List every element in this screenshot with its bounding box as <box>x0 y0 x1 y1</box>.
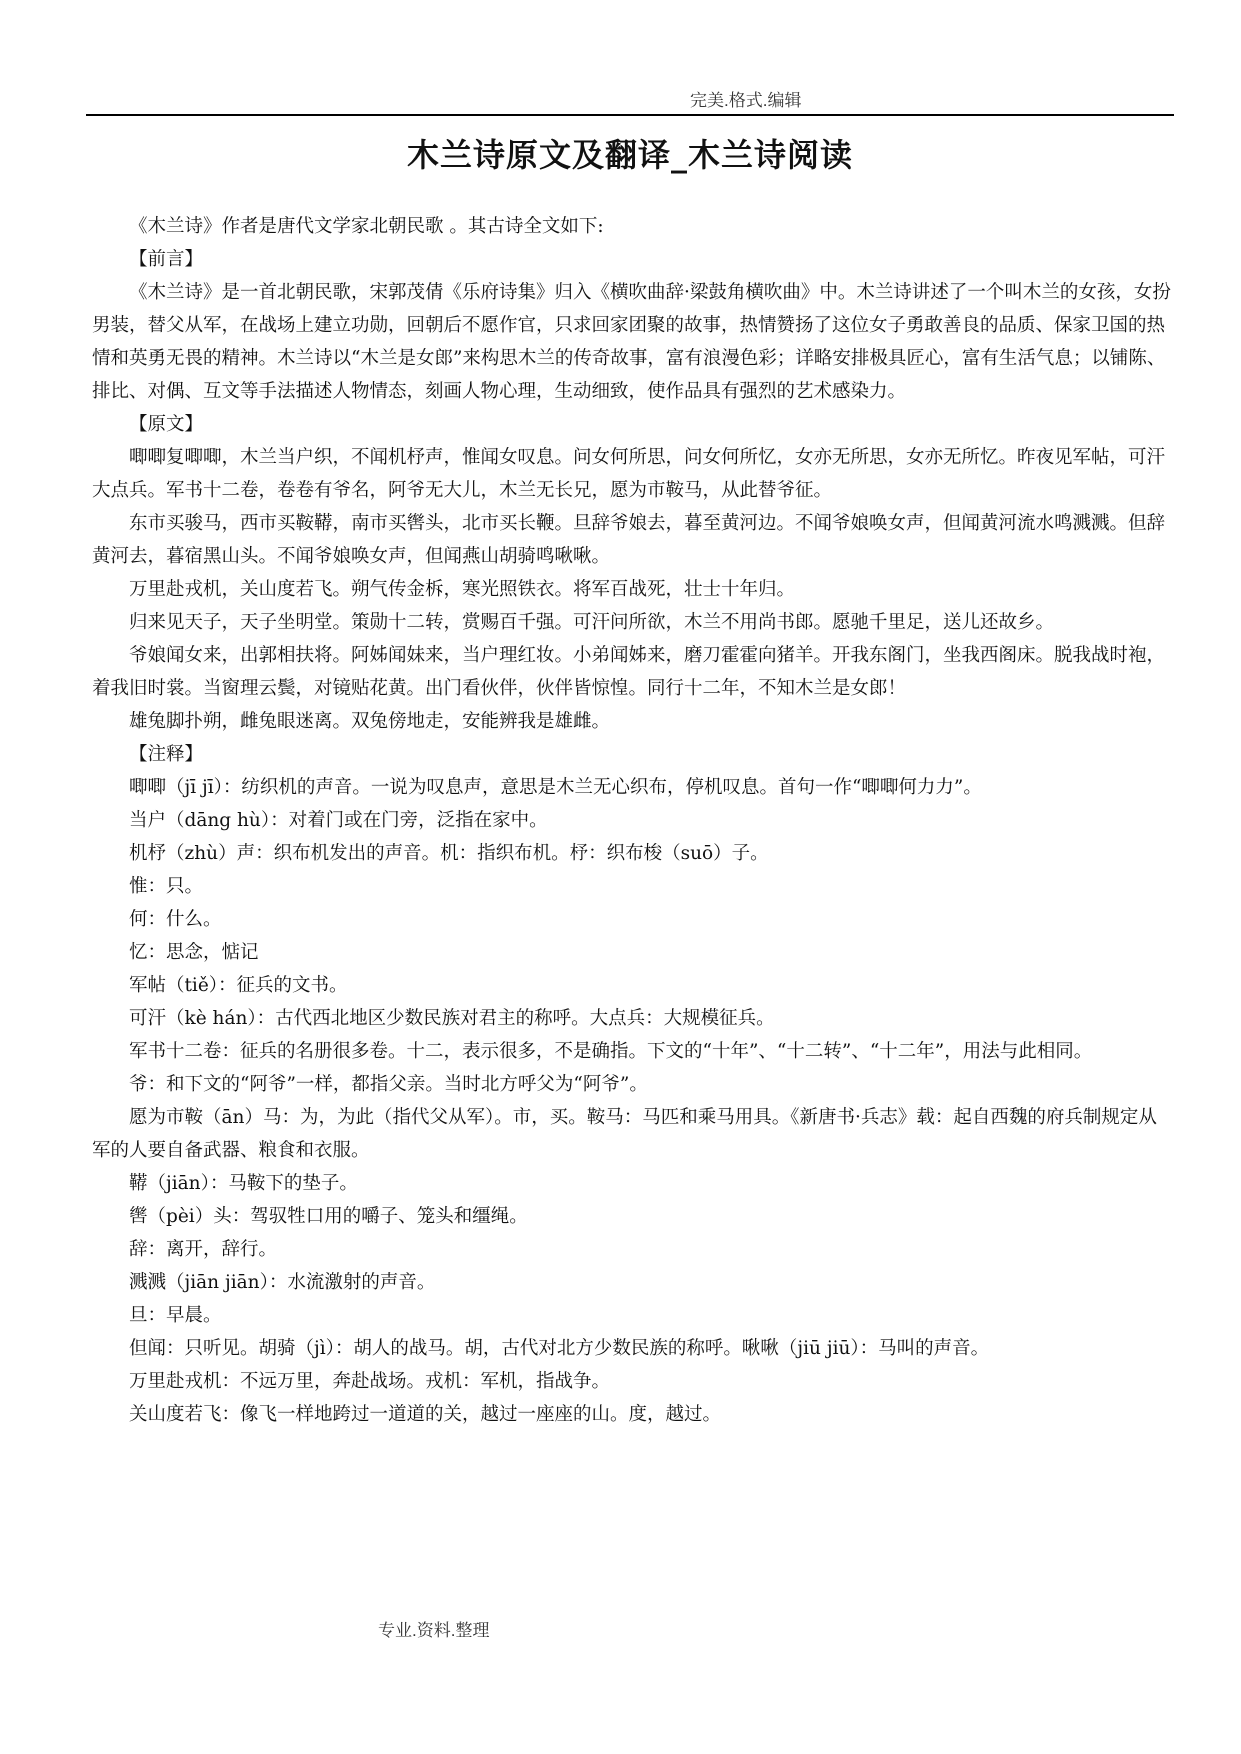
note-item: 何：什么。 <box>129 909 222 930</box>
note-item: 唧唧（jī jī）：纺织机的声音。一说为叹息声，意思是木兰无心织布，停机叹息。首句一作“唧唧何力力”。 <box>129 777 982 798</box>
note-item: 忆：思念，惦记 <box>129 942 259 963</box>
note-item: 军书十二卷：征兵的名册很多卷。十二，表示很多，不是确指。下文的“十年”、“十二转”、“十二年”，用法与此相同。 <box>129 1041 1093 1062</box>
original-paragraph: 万里赴戎机，关山度若飞。朔气传金柝，寒光照铁衣。将军百战死，壮士十年归。 <box>129 579 796 600</box>
note-item: 军帖（tiě）：征兵的文书。 <box>129 975 348 996</box>
preface-paragraph: 《木兰诗》是一首北朝民歌，宋郭茂倩《乐府诗集》归入《横吹曲辞·梁鼓角横吹曲》中。木兰诗讲述了一个叫木兰的女孩，女扮男装，替父从军，在战场上建立功勋，回朝后不愿作官，只求回家团聚的故事，热情赞扬了这位女子勇敢善良的品质、保家卫国的热情和英勇无畏的精神。木兰诗以“木兰是女郎”来构思木兰的传奇故事，富有浪漫色彩；详略安排极具匠心，富有生活气息；以铺陈、排比、对偶、互文等手法描述人物情态，刻画人物心理，生动细致，使作品具有强烈的艺术感染力。 <box>92 282 1171 402</box>
note-item: 可汗（kè hán）：古代西北地区少数民族对君主的称呼。大点兵：大规模征兵。 <box>129 1008 775 1029</box>
note-item: 鞯（jiān）：马鞍下的垫子。 <box>129 1173 358 1194</box>
note-item: 旦：早晨。 <box>129 1305 222 1326</box>
document-body <box>92 210 1172 1431</box>
note-item: 当户（dāng hù）：对着门或在门旁，泛指在家中。 <box>129 810 548 831</box>
intro-paragraph: 《木兰诗》作者是唐代文学家北朝民歌 。其古诗全文如下: <box>129 216 604 237</box>
note-item: 惟：只。 <box>129 876 204 897</box>
note-item: 关山度若飞：像飞一样地跨过一道道的关，越过一座座的山。度，越过。 <box>129 1404 722 1425</box>
preface-heading: 【前言】 <box>129 249 204 270</box>
note-item: 愿为市鞍（ān）马：为，为此（指代父从军）。市，买。鞍马：马匹和乘马用具。《新唐书·兵志》载：起自西魏的府兵制规定从军的人要自备武器、粮食和衣服。 <box>92 1107 1157 1161</box>
original-heading: 【原文】 <box>129 414 204 435</box>
note-item: 机杼（zhù）声：织布机发出的声音。机：指织布机。杼：织布梭（suō）子。 <box>129 843 769 864</box>
page-header-text: 完美.格式.编辑 <box>690 91 802 110</box>
note-item: 爷：和下文的“阿爷”一样，都指父亲。当时北方呼父为“阿爷”。 <box>129 1074 648 1095</box>
original-paragraph: 东市买骏马，西市买鞍鞯，南市买辔头，北市买长鞭。旦辞爷娘去，暮至黄河边。不闻爷娘唤女声，但闻黄河流水鸣溅溅。但辞黄河去，暮宿黑山头。不闻爷娘唤女声，但闻燕山胡骑鸣啾啾。 <box>92 513 1166 567</box>
original-paragraph: 归来见天子，天子坐明堂。策勋十二转，赏赐百千强。可汗问所欲，木兰不用尚书郎。愿驰千里足，送儿还故乡。 <box>129 612 1055 633</box>
note-item: 溅溅（jiān jiān）：水流激射的声音。 <box>129 1272 436 1293</box>
header-divider <box>86 114 1174 116</box>
original-paragraph: 雄兔脚扑朔，雌兔眼迷离。双兔傍地走，安能辨我是雄雌。 <box>129 711 611 732</box>
page-footer-text: 专业.资料.整理 <box>378 1621 490 1640</box>
original-paragraph: 爷娘闻女来，出郭相扶将。阿姊闻妹来，当户理红妆。小弟闻姊来，磨刀霍霍向猪羊。开我东阁门，坐我西阁床。脱我战时袍，着我旧时裳。当窗理云鬓，对镜贴花黄。出门看伙伴，伙伴皆惊惶。同行十二年，不知木兰是女郎！ <box>92 645 1166 699</box>
note-item: 万里赴戎机：不远万里，奔赴战场。戎机：军机，指战争。 <box>129 1371 611 1392</box>
original-paragraph: 唧唧复唧唧，木兰当户织，不闻机杼声，惟闻女叹息。问女何所思，问女何所忆，女亦无所思，女亦无所忆。昨夜见军帖，可汗大点兵。军书十二卷，卷卷有爷名，阿爷无大儿，木兰无长兄，愿为市鞍马，从此替爷征。 <box>92 447 1166 501</box>
note-item: 辞：离开，辞行。 <box>129 1239 278 1260</box>
page-title: 木兰诗原文及翻译_木兰诗阅读 <box>406 136 853 174</box>
note-item: 但闻：只听见。胡骑（jì）：胡人的战马。胡，古代对北方少数民族的称呼。啾啾（jiū jiū）：马叫的声音。 <box>129 1338 990 1359</box>
notes-heading: 【注释】 <box>129 744 204 765</box>
note-item: 辔（pèi）头：驾驭牲口用的嚼子、笼头和缰绳。 <box>129 1206 528 1227</box>
